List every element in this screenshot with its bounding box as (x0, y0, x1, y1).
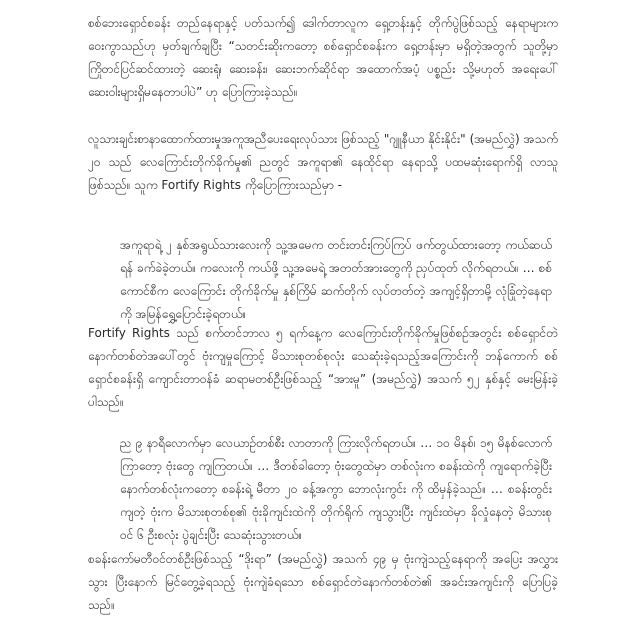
paragraph-camp-location: စစ်ဘေးရှောင်စခန်း တည်နေရာနှင့် ပတ်သက်၍ ဒေါက်တာလူက ရှေ့တန်းနှင့် တိုက်ပွဲဖြစ်သည့် နေရာများက ဝေးကွာသည်ဟု မှတ်ချက်ချပြီး “သတင်းဆိုးကတော့ စစ်ရှောင်စခန်းက ရှေ့တန်းမှာ မရှိတဲ့အတွက် သူတို့မှာ ကြိုတင်ပြင်ဆင်ထားတဲ့ ဆေးရုံ၊ ဆေးခန်း၊ ဆေးဘက်ဆိုင်ရာ အထောက်အပံ့ ပစ္စည်း သို့မဟုတ် အရေးပေါ်ဆေးဝါးများရှိမနေတာပါပဲ” ဟု ပြောကြားခဲ့သည်။ (88, 16, 558, 99)
paragraph-committee-member: စခန်းကော်မတီဝင်တစ်ဦးဖြစ်သည့် “ဒိုးရာ” (အမည်လွှဲ) အသက် ၄၉ မှ ဗုံးကျဲသည့်နေရာကို အပြေး အလွှားသွား ပြီးနောက် မြင်တွေ့ခဲ့ရသည့် ဗုံးကျဲခံရသော စစ်ရှောင်တဲနောက်တစ်တဲ၏ အခင်းအကျင်းကို ပြောပြခဲ့သည်။ (88, 552, 558, 612)
paragraph-teacher-interview: Fortify Rights သည် စက်တင်ဘာလ ၅ ရက်နေ့က လေကြောင်းတိုက်ခိုက်မှုဖြစ်စဉ်အတွင်း စစ်ရှောင်တဲ နောက်တစ်တဲအပေါ်တွင် ဗုံးကျမှုကြောင့် မိသားစုတစ်စုလုံး သေဆုံးခဲ့ရသည့်အကြောင်းကို ဘန်ကောက် စစ်ရှောင်စခန်းရှိ ကျောင်းတာဝန်ခံ ဆရာမတစ်ဦးဖြစ်သည့် “အားမူ” (အမည်လွှဲ) အသက် ၅၂ နှစ်နှင့် မေးမြန်းခဲ့ပါသည်။ (88, 326, 558, 409)
quote-aid-worker-testimony: အကူရာရဲ့ ၂ နှစ်အရွယ်သားလေးကို သူ့အမေက တင်းတင်းကြပ်ကြပ် ဖက်တွယ်ထားတော့ ကယ်ဆယ်ရန် ခက်ခဲခဲ့တယ်။ ကလေးကို ကယ်ဖို့ သူ့အမေရဲ့ အတတ်အားတွေကို ညှပ်ထုတ် လိုက်ရတယ်။ … စစ်ကောင်စီက လေကြောင်း တိုက်ခိုက်မှု နှစ်ကြိမ် ဆက်တိုက် လုပ်တတ်တဲ့ အကျင့်ရှိတာမို့ လုံခြုံတဲ့နေရာကို အမြန်ရွှေ့ပြောင်းခဲ့ရတယ်။ (120, 238, 552, 321)
quote-teacher-testimony: ည ၉ နာရီလောက်မှာ လေယာဉ်တစ်စီး လာတာကို ကြားလိုက်ရတယ်။ … ၁၀ မိနစ်၊ ၁၅ မိနစ်လောက်ကြာတော့ ဗုံးတွေ ကျကြတယ်။ … ဒီတစ်ခါတော့ ဗုံးတွေထဲမှာ တစ်လုံးက စခန်းထဲကို ကျရောက်ခဲ့ပြီး နောက်တစ်လုံးကတော့ စခန်းရဲ့ မီတာ ၂၀ ခန့်အကွာ ဘောလုံးကွင်း ကို ထိမှန်ခဲ့သည်။ … စခန်းတွင်းကျတဲ့ ဗုံးက မိသားစုတစ်စု၏ ဗုံးခိုကျင်းထဲကို တိုက်ရိုက် ကျသွားပြီး ကျင်းထဲမှာ ခိုလှုံနေတဲ့ မိသားစုဝင် ၆ ဦးစလုံး ပွဲချင်းပြီး သေဆုံးသွားတယ်။ (120, 436, 552, 542)
paragraph-aid-worker-intro: လူသားချင်းစာနာထောက်ထားမှုအကူအညီပေးရေးလုပ်သား ဖြစ်သည့် "ဂျူနီယာ နိုင်းနိုင်း" (အမည်လွှဲ) အသက် ၂၀ သည် လေကြောင်းတိုက်ခိုက်မှု၏ ညတွင် အကူရာ၏ နေထိုင်ရာ နေရာသို့ ပထမဆုံးရောက်ရှိ လာသူဖြစ်သည်။ သူက Fortify Rights ကိုပြောကြားသည်မှာ - (88, 132, 558, 192)
